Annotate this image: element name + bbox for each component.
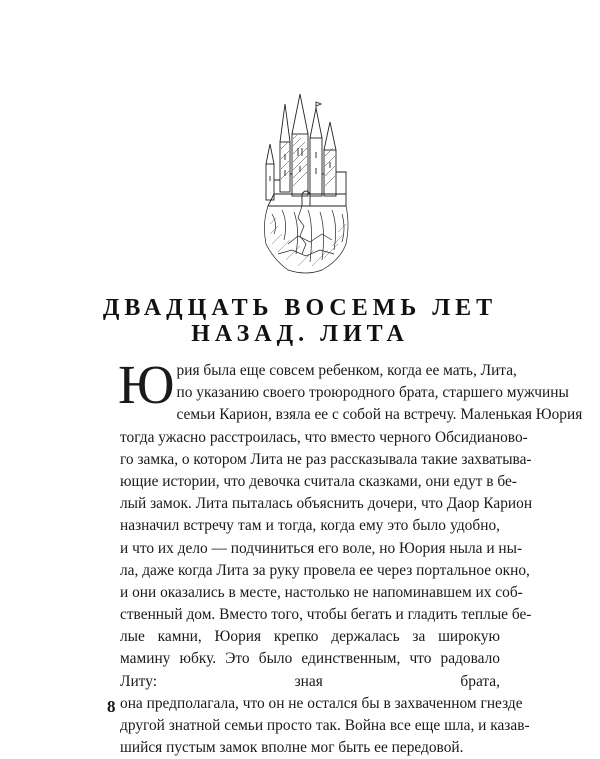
text-line: лый замок. Лита пыталась объяснить дочери, что Даор Карион — [120, 495, 533, 513]
text-line: рия была еще совсем ребенком, когда ее мать, Лита, — [176, 362, 517, 379]
text-line: по указанию своего троюродного брата, старшего мужчины — [176, 384, 569, 402]
text-line: другой знатной семьи просто так. Война все еще шла, и казав- — [120, 717, 530, 735]
text-line: шийся пустым замок вполне мог быть ее передовой. — [120, 739, 464, 757]
chapter-title-line1: ДВАДЦАТЬ ВОСЕМЬ ЛЕТ — [102, 295, 498, 321]
castle-illustration-icon — [258, 94, 354, 276]
text-line: и что их дело — подчиниться его воле, но Юория ныла и ны- — [120, 539, 523, 557]
text-line: ственный дом. Вместо того, чтобы бегать и гладить теплые бе- — [120, 606, 532, 624]
text-line: го замка, о котором Лита не раз рассказывала такие захватыва- — [120, 450, 532, 468]
body-paragraph — [118, 354, 583, 759]
text-line: семьи Карион, взяла ее с собой на встречу. Маленькая Юория — [176, 406, 583, 424]
text-line: назначил встречу там и тогда, когда ему это было удобно, — [120, 517, 500, 535]
text-line: лые камни, Юория крепко держалась за широкую мамину юбку. Это было единственным, что радовало Литу: зная брата, — [120, 628, 500, 690]
drop-cap: Ю — [118, 354, 175, 415]
text-line: ющие истории, что девочка считала сказками, они едут в бе- — [120, 472, 517, 490]
chapter-title-line2: НАЗАД. ЛИТА — [191, 321, 409, 347]
page-number: 8 — [107, 697, 116, 716]
text-line: она предполагала, что он не остался бы в захваченном гнезде — [120, 694, 523, 712]
text-line: ла, даже когда Лита за руку провела ее через портальное окно, — [120, 561, 530, 579]
text-line: и они оказались в месте, настолько не напоминавшем их соб- — [120, 583, 523, 601]
text-line: тогда ужасно расстроилась, что вместо черного Обсидианово- — [120, 428, 528, 446]
